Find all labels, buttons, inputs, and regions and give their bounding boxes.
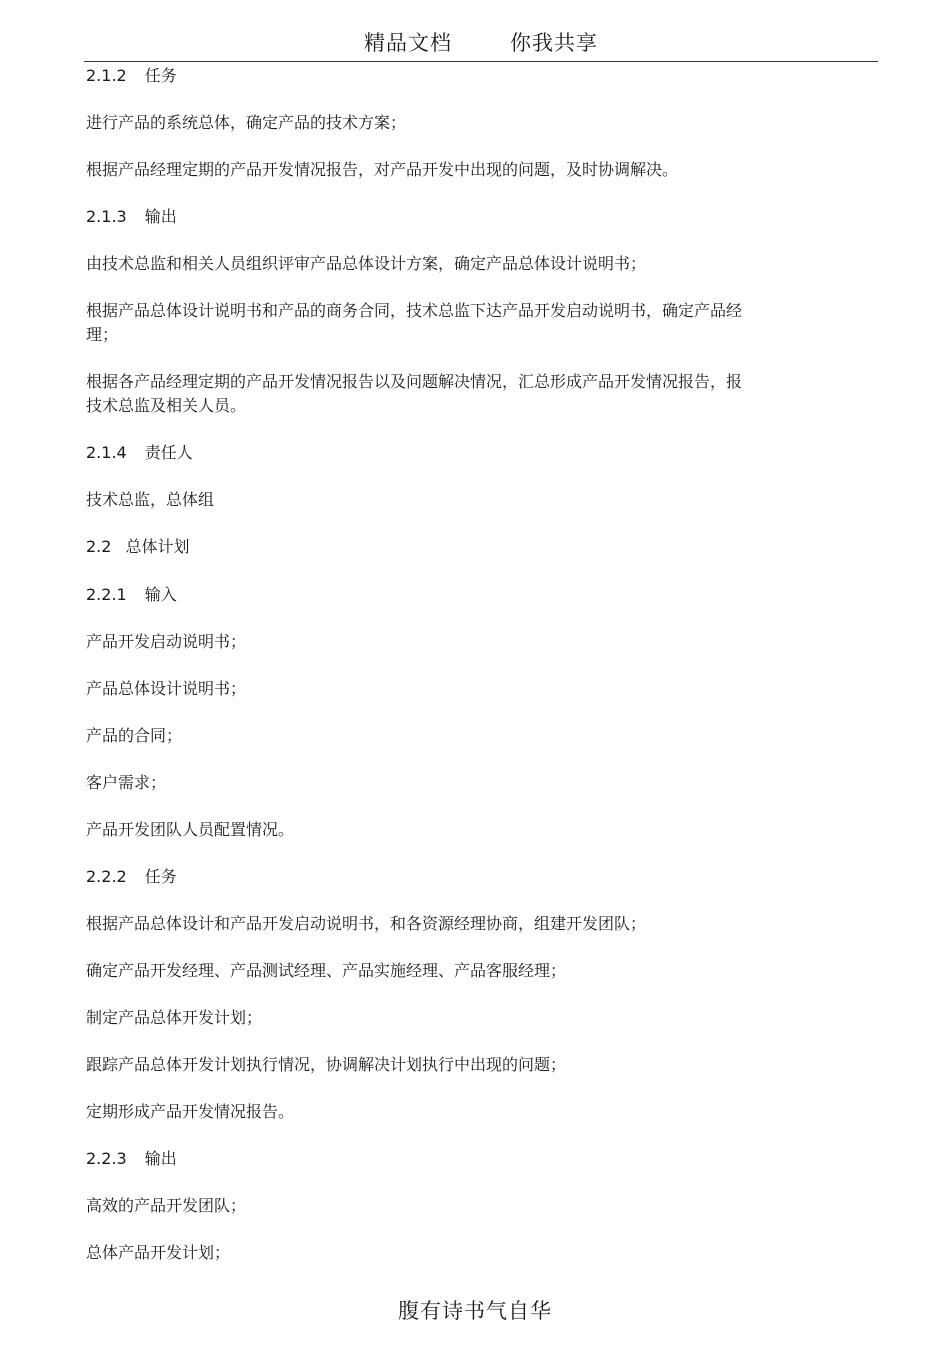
paragraph-line: 制定产品总体开发计划； [86,1008,263,1027]
section-number: 2.2 [86,537,112,556]
paragraph [86,959,566,983]
section-title: 输出 [144,207,177,226]
paragraph [86,1053,566,1077]
section-number: 2.2.2 [86,867,127,886]
section-title: 任务 [144,867,177,886]
header-right-text: 你我共享 [510,31,598,55]
section-heading [86,205,177,229]
section-title: 任务 [144,66,177,85]
section-heading [86,535,189,559]
paragraph [86,252,646,276]
paragraph [86,912,646,936]
section-title: 输入 [144,585,177,604]
paragraph [86,370,742,418]
section-heading [86,865,177,889]
paragraph [86,771,166,795]
paragraph-line: 定期形成产品开发情况报告。 [86,1102,295,1121]
paragraph-line: 产品开发启动说明书； [86,632,247,651]
paragraph-line: 确定产品开发经理、产品测试经理、产品实施经理、产品客服经理； [86,961,567,980]
section-heading [86,583,177,607]
paragraph [86,724,182,748]
section-heading [86,64,177,88]
section-title: 总体计划 [125,537,190,556]
header-text [84,28,878,58]
section-title: 输出 [144,1149,177,1168]
section-heading [86,1147,177,1171]
paragraph [86,1194,246,1218]
paragraph-line: 技术总监，总体组 [86,490,215,509]
paragraph-line: 高效的产品开发团队； [86,1196,247,1215]
paragraph-line: 根据产品经理定期的产品开发情况报告，对产品开发中出现的问题，及时协调解决。 [86,160,679,179]
paragraph-line: 产品总体设计说明书； [86,679,247,698]
paragraph-line: 产品的合同； [86,726,183,745]
section-heading [86,441,193,465]
paragraph-line: 根据产品总体设计和产品开发启动说明书，和各资源经理协商，组建开发团队； [86,914,647,933]
paragraph-line: 总体产品开发计划； [86,1243,231,1262]
paragraph-line: 客户需求； [86,773,167,792]
paragraph [86,1241,230,1265]
paragraph-line: 跟踪产品总体开发计划执行情况，协调解决计划执行中出现的问题； [86,1055,567,1074]
paragraph-line: 进行产品的系统总体，确定产品的技术方案； [86,113,407,132]
paragraph-line: 理； [86,325,119,344]
paragraph-line: 由技术总监和相关人员组织评审产品总体设计方案，确定产品总体设计说明书； [86,254,647,273]
page-header [84,28,878,62]
section-number: 2.1.2 [86,66,127,85]
paragraph [86,1006,262,1030]
paragraph [86,299,742,347]
paragraph-line: 技术总监及相关人员。 [86,396,247,415]
paragraph [86,488,214,512]
paragraph [86,630,246,654]
section-number: 2.2.3 [86,1149,127,1168]
section-number: 2.1.4 [86,443,127,462]
paragraph-line: 根据各产品经理定期的产品开发情况报告以及问题解决情况，汇总形成产品开发情况报告，报 [86,372,743,391]
paragraph [86,1100,294,1124]
header-left-text: 精品文档 [364,31,452,55]
paragraph [86,158,678,182]
section-title: 责任人 [144,443,193,462]
section-number: 2.1.3 [86,207,127,226]
paragraph [86,818,294,842]
page-footer: 腹有诗书气自华 [398,1299,552,1323]
paragraph-line: 产品开发团队人员配置情况。 [86,820,295,839]
section-number: 2.2.1 [86,585,127,604]
paragraph [86,111,406,135]
paragraph [86,677,246,701]
paragraph-line: 根据产品总体设计说明书和产品的商务合同，技术总监下达产品开发启动说明书，确定产品经 [86,301,743,320]
